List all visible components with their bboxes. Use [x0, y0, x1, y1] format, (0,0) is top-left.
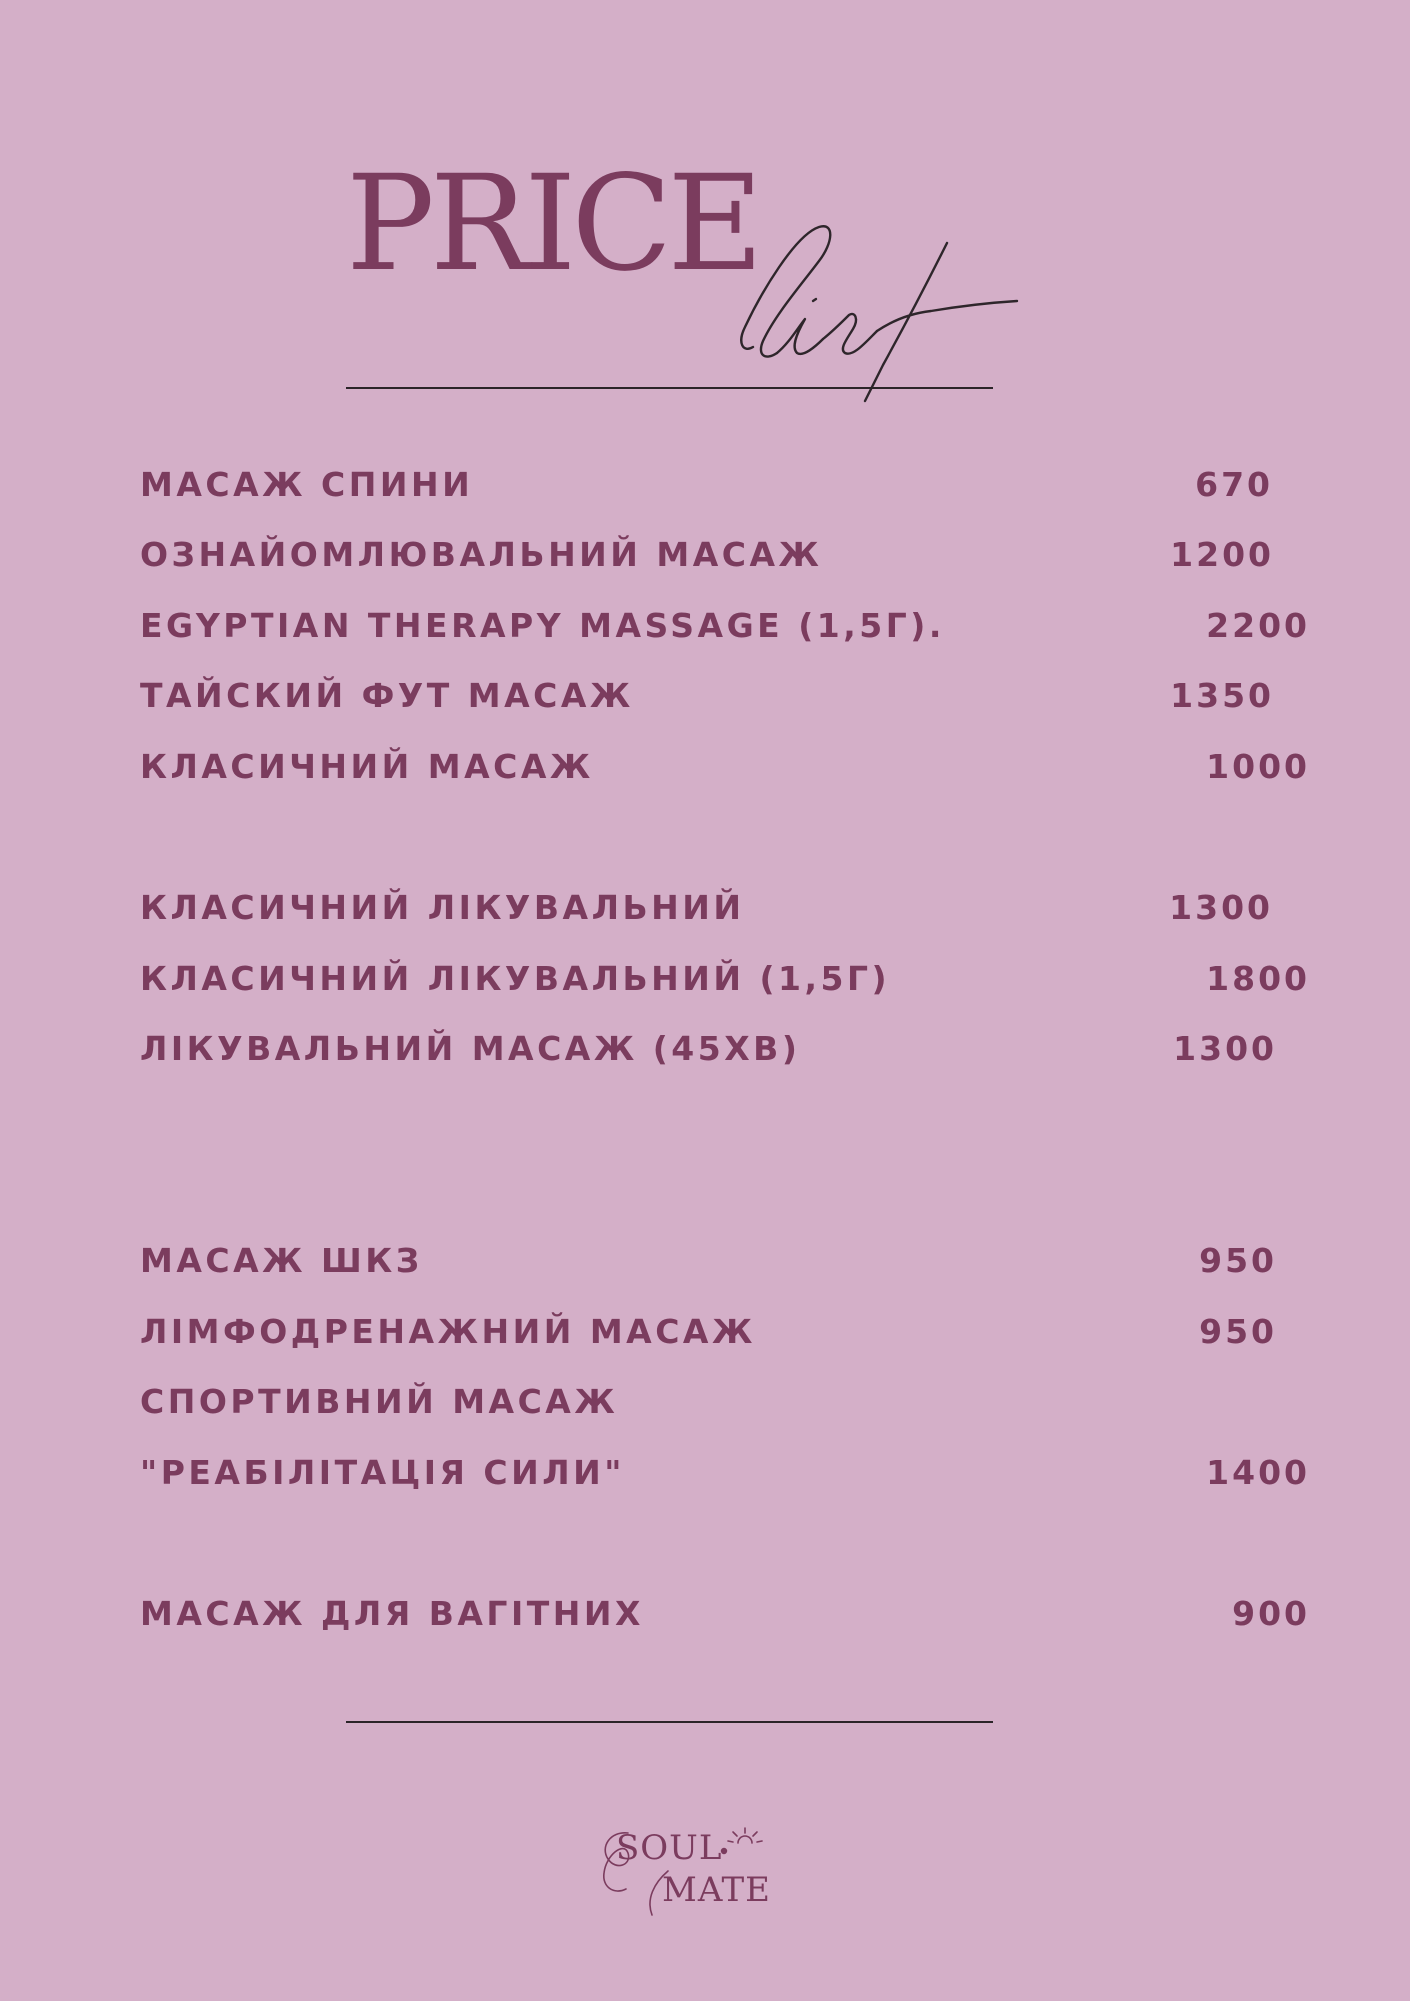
page-title: PRICE — [346, 147, 759, 301]
service-price: 1200 — [1170, 535, 1274, 574]
service-row — [140, 1590, 1310, 1638]
service-name: СПОРТИВНИЙ МАСАЖ — [140, 1382, 619, 1421]
service-name: ЛІМФОДРЕНАЖНИЙ МАСАЖ — [140, 1312, 756, 1351]
service-price: 1800 — [1206, 959, 1310, 998]
service-price: 1300 — [1173, 1029, 1277, 1068]
service-name: МАСАЖ ШКЗ — [140, 1241, 423, 1280]
service-row — [140, 1449, 1310, 1497]
service-price: 1300 — [1169, 888, 1273, 927]
service-name: ЛІКУВАЛЬНИЙ МАСАЖ (45ХВ) — [140, 1029, 801, 1068]
script-title-drawing — [735, 215, 1025, 415]
service-name: МАСАЖ СПИНИ — [140, 465, 474, 504]
service-name: МАСАЖ ДЛЯ ВАГІТНИХ — [140, 1594, 644, 1633]
service-name: КЛАСИЧНИЙ ЛІКУВАЛЬНИЙ (1,5Г) — [140, 959, 891, 998]
service-price: 900 — [1232, 1594, 1310, 1633]
service-price: 1000 — [1206, 747, 1310, 786]
service-name: ОЗНАЙОМЛЮВАЛЬНИЙ МАСАЖ — [140, 535, 823, 574]
service-row — [140, 461, 1310, 509]
service-row — [140, 743, 1310, 791]
service-price: 2200 — [1206, 606, 1310, 645]
service-name: EGYPTIAN THERAPY MASSAGE (1,5Г). — [140, 606, 945, 645]
service-row — [140, 1308, 1310, 1356]
top-divider — [346, 387, 993, 389]
service-price: 670 — [1195, 465, 1273, 504]
logo-line-2: MATE — [662, 1870, 772, 1910]
service-row — [140, 531, 1310, 579]
service-price: 950 — [1199, 1312, 1277, 1351]
service-row — [140, 1378, 1310, 1426]
service-price: 950 — [1199, 1241, 1277, 1280]
service-row — [140, 602, 1310, 650]
service-name: КЛАСИЧНИЙ МАСАЖ — [140, 747, 594, 786]
service-row — [140, 1237, 1310, 1285]
service-row — [140, 1025, 1310, 1073]
service-price: 1400 — [1206, 1453, 1310, 1492]
service-name: ТАЙСКИЙ ФУТ МАСАЖ — [140, 676, 634, 715]
service-row — [140, 955, 1310, 1003]
service-row — [140, 884, 1310, 932]
service-name: "РЕАБІЛІТАЦІЯ СИЛИ" — [140, 1453, 625, 1492]
service-name: КЛАСИЧНИЙ ЛІКУВАЛЬНИЙ — [140, 888, 745, 927]
service-row — [140, 672, 1310, 720]
service-price: 1350 — [1170, 676, 1274, 715]
soulmate-logo — [598, 1825, 808, 1925]
bottom-divider — [346, 1721, 993, 1723]
logo-line-1: SOUL — [616, 1828, 723, 1868]
